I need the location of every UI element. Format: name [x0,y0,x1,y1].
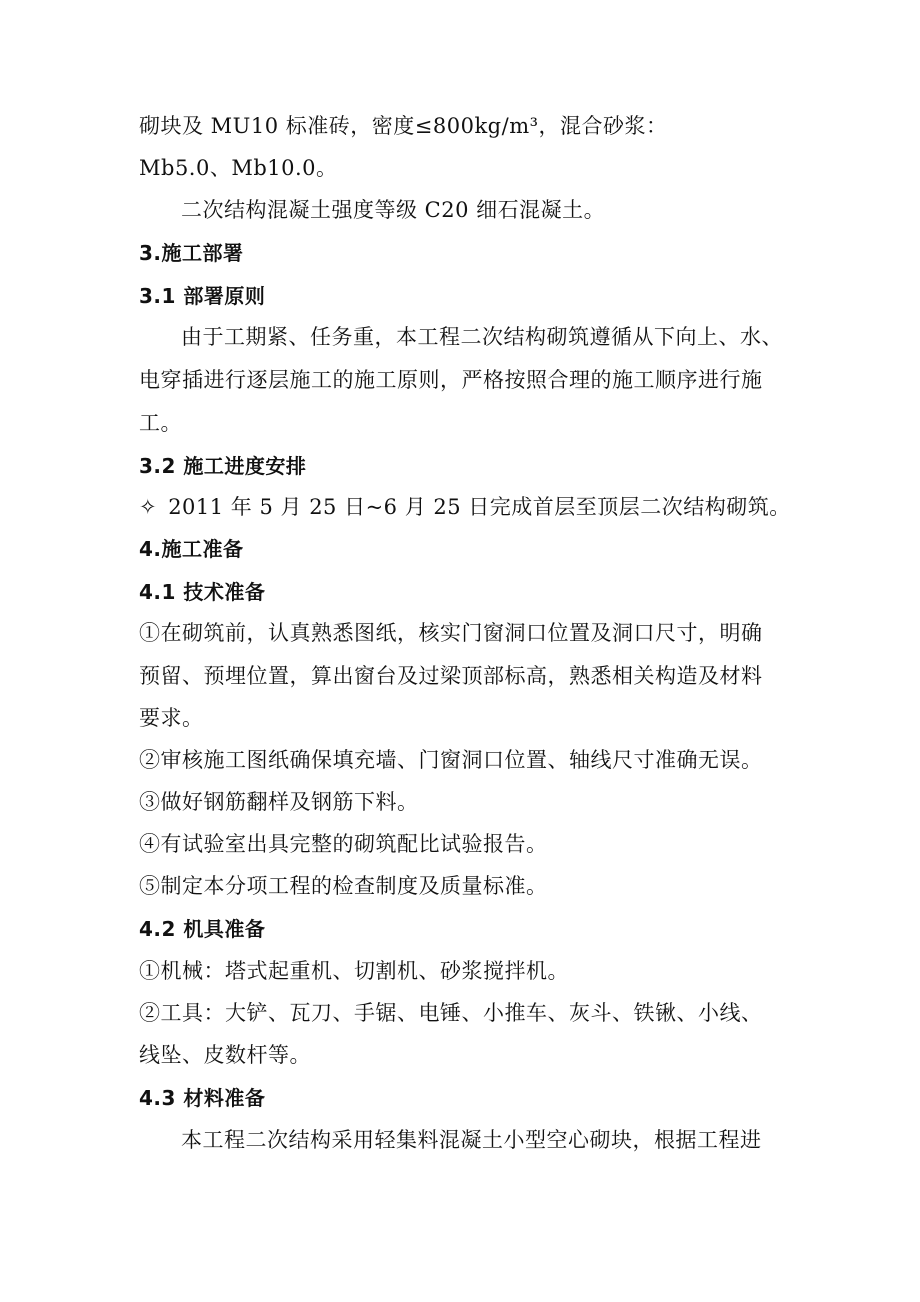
body-text-line: 砌块及 MU10 标准砖，密度≤800kg/m³，混合砂浆： [139,114,668,138]
list-item: ②工具：大铲、瓦刀、手锯、电锤、小推车、灰斗、铁锹、小线、 [139,1001,763,1025]
subsection-heading-4-2: 4.2 机具准备 [139,917,266,941]
list-item-continuation: 要求。 [139,706,204,730]
subsection-heading-3-1: 3.1 部署原则 [139,284,266,308]
body-paragraph: 二次结构混凝土强度等级 C20 细石混凝土。 [181,198,606,222]
body-text-line: Mb5.0、Mb10.0。 [139,156,338,180]
list-item-continuation: 线坠、皮数杆等。 [139,1043,311,1067]
subsection-heading-4-1: 4.1 技术准备 [139,580,266,604]
body-text-line: 工。 [139,411,182,435]
subsection-heading-4-3: 4.3 材料准备 [139,1086,266,1110]
body-paragraph: 本工程二次结构采用轻集料混凝土小型空心砌块，根据工程进 [181,1128,762,1152]
list-item: ①机械：塔式起重机、切割机、砂浆搅拌机。 [139,959,569,983]
section-heading-3: 3.施工部署 [139,241,244,265]
section-heading-4: 4.施工准备 [139,537,244,561]
bullet-item [139,493,791,521]
list-item: ⑤制定本分项工程的检查制度及质量标准。 [139,874,548,898]
body-paragraph: 由于工期紧、任务重，本工程二次结构砌筑遵循从下向上、水、 [181,325,783,349]
subsection-heading-3-2: 3.2 施工进度安排 [139,454,307,478]
list-item: ①在砌筑前，认真熟悉图纸，核实门窗洞口位置及洞口尺寸，明确 [139,621,763,645]
body-text-line: 电穿插进行逐层施工的施工原则，严格按照合理的施工顺序进行施 [139,368,763,392]
star-bullet-icon: ✧ [139,495,158,519]
bullet-text: 2011 年 5 月 25 日~6 月 25 日完成首层至顶层二次结构砌筑。 [168,495,791,519]
list-item: ③做好钢筋翻样及钢筋下料。 [139,790,419,814]
list-item-continuation: 预留、预埋位置，算出窗台及过梁顶部标高，熟悉相关构造及材料 [139,664,763,688]
list-item: ④有试验室出具完整的砌筑配比试验报告。 [139,832,548,856]
list-item: ②审核施工图纸确保填充墙、门窗洞口位置、轴线尺寸准确无误。 [139,748,763,772]
